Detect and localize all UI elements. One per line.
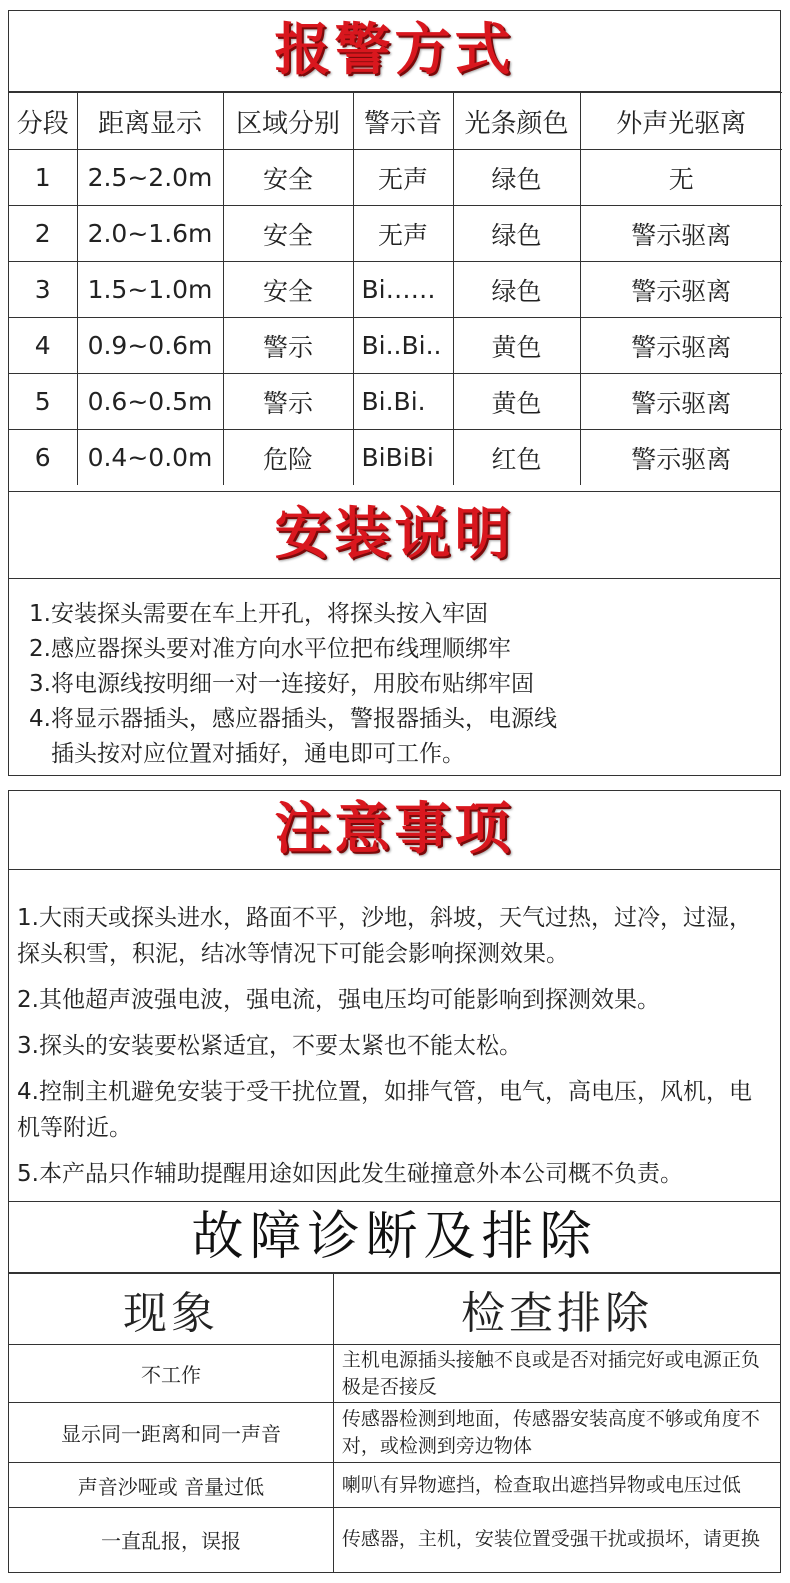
alarm-header-cell: 分段 [9,93,77,150]
zone-cell: 安全 [223,150,353,206]
sound-cell: Bi…… [353,262,453,318]
segment-cell: 6 [9,430,77,486]
alarm-header-cell: 光条颜色 [453,93,580,150]
note-item: 3.探头的安装要松紧适宜，不要太紧也不能太松。 [17,1033,522,1059]
repel-cell: 警示驱离 [580,430,782,486]
alarm-table [9,92,782,485]
install-step: 4.将显示器插头，感应器插头，警报器插头，电源线 [29,706,557,732]
alarm-header-cell: 距离显示 [77,93,223,150]
distance-cell: 2.5~2.0m [77,150,223,206]
fix-cell: 传感器，主机，安装位置受强干扰或损坏，请更换 [333,1508,780,1572]
distance-cell: 1.5~1.0m [77,262,223,318]
fix-cell: 传感器检测到地面，传感器安装高度不够或角度不对，或检测到旁边物体 [333,1403,780,1463]
alarm-row [9,150,782,206]
fix-cell: 主机电源插头接触不良或是否对插完好或电源正负极是否接反 [333,1345,780,1403]
alarm-header-cell: 警示音 [353,93,453,150]
sound-cell: BiBiBi [353,430,453,486]
notes-title: 注意事项 [9,791,780,870]
light-color-cell: 绿色 [453,262,580,318]
fault-row [9,1463,780,1508]
distance-cell: 0.4~0.0m [77,430,223,486]
install-step-continuation: 插头按对应位置对插好，通电即可工作。 [51,741,465,767]
zone-cell: 安全 [223,206,353,262]
note-item: 2.其他超声波强电波，强电流，强电压均可能影响到探测效果。 [17,987,660,1013]
distance-cell: 0.6~0.5m [77,374,223,430]
alarm-title: 报警方式 [9,11,780,92]
install-step: 3.将电源线按明细一对一连接好，用胶布贴绑牢固 [29,671,534,697]
repel-cell: 无 [580,150,782,206]
fault-section [8,1201,781,1573]
notes-list [9,870,780,1192]
alarm-header-row [9,93,782,150]
fault-row [9,1345,780,1403]
distance-cell: 2.0~1.6m [77,206,223,262]
fault-row [9,1403,780,1463]
alarm-section [8,10,781,492]
segment-cell: 4 [9,318,77,374]
segment-cell: 5 [9,374,77,430]
install-title: 安装说明 [9,492,780,579]
repel-cell: 警示驱离 [580,262,782,318]
segment-cell: 2 [9,206,77,262]
segment-cell: 1 [9,150,77,206]
install-steps [9,579,780,772]
segment-cell: 3 [9,262,77,318]
light-color-cell: 红色 [453,430,580,486]
note-item: 5.本产品只作辅助提醒用途如因此发生碰撞意外本公司概不负责。 [17,1161,683,1187]
symptom-cell: 一直乱报，误报 [9,1508,333,1572]
sound-cell: 无声 [353,150,453,206]
symptom-cell: 显示同一距离和同一声音 [9,1403,333,1463]
alarm-row [9,206,782,262]
light-color-cell: 绿色 [453,206,580,262]
install-step: 1.安装探头需要在车上开孔，将探头按入牢固 [29,601,488,627]
alarm-row [9,374,782,430]
alarm-header-cell: 区域分别 [223,93,353,150]
note-item: 4.控制主机避免安装于受干扰位置，如排气管，电气，高电压，风机，电机等附近。 [17,1079,752,1141]
sound-cell: Bi..Bi.. [353,318,453,374]
sound-cell: Bi.Bi. [353,374,453,430]
light-color-cell: 黄色 [453,318,580,374]
repel-cell: 警示驱离 [580,374,782,430]
alarm-header-cell: 外声光驱离 [580,93,782,150]
distance-cell: 0.9~0.6m [77,318,223,374]
fix-cell: 喇叭有异物遮挡，检查取出遮挡异物或电压过低 [333,1463,780,1508]
fault-title: 故障诊断及排除 [9,1202,780,1273]
light-color-cell: 绿色 [453,150,580,206]
light-color-cell: 黄色 [453,374,580,430]
repel-cell: 警示驱离 [580,206,782,262]
fault-table [9,1273,780,1572]
symptom-cell: 声音沙哑或 音量过低 [9,1463,333,1508]
zone-cell: 警示 [223,318,353,374]
fault-row [9,1508,780,1572]
zone-cell: 警示 [223,374,353,430]
fault-header-fix: 检查排除 [333,1274,780,1345]
sound-cell: 无声 [353,206,453,262]
zone-cell: 安全 [223,262,353,318]
fault-header-row [9,1274,780,1345]
alarm-row [9,318,782,374]
fault-header-symptom: 现象 [9,1274,333,1345]
alarm-row [9,262,782,318]
symptom-cell: 不工作 [9,1345,333,1403]
install-step: 2.感应器探头要对准方向水平位把布线理顺绑牢 [29,636,511,662]
zone-cell: 危险 [223,430,353,486]
repel-cell: 警示驱离 [580,318,782,374]
install-section [8,491,781,776]
notes-section [8,790,781,1202]
alarm-row [9,430,782,486]
note-item: 1.大雨天或探头进水，路面不平，沙地，斜坡，天气过热，过冷，过湿，探头积雪，积泥，结冰等情况下可能会影响探测效果。 [17,905,752,967]
